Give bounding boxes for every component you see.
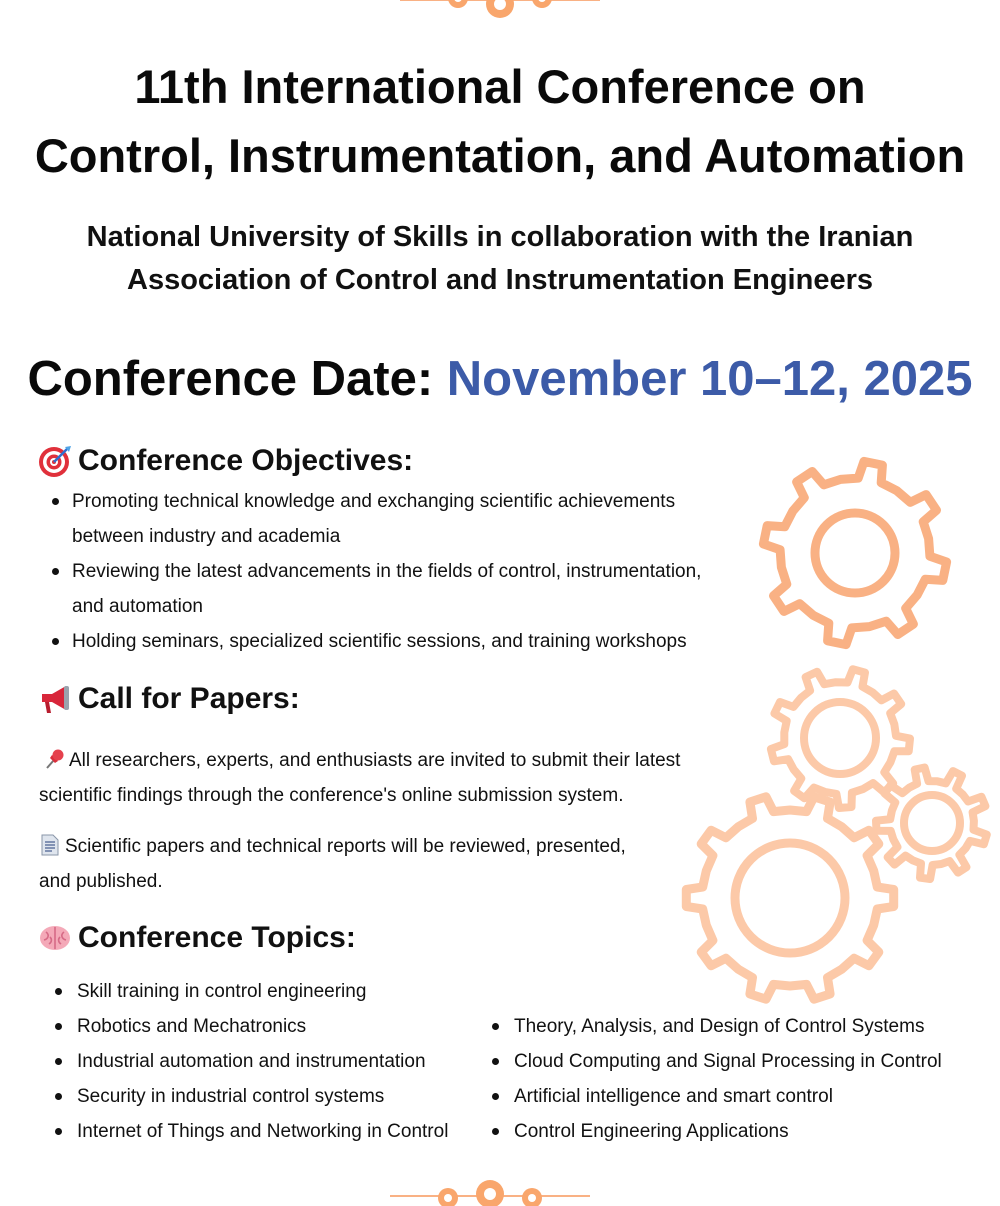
list-item: Cloud Computing and Signal Processing in Control	[489, 1044, 942, 1079]
call-paragraph-2-line-2: and published.	[39, 871, 163, 892]
brain-icon	[38, 921, 72, 955]
document-icon	[39, 834, 61, 856]
list-item: Robotics and Mechatronics	[52, 1009, 448, 1044]
list-item: Theory, Analysis, and Design of Control Systems	[489, 1009, 942, 1044]
subtitle-line-2: Association of Control and Instrumentation Engineers	[127, 264, 873, 296]
gear-large-top-icon	[763, 461, 946, 644]
pushpin-icon	[43, 748, 65, 770]
list-item: Internet of Things and Networking in Control	[52, 1114, 448, 1149]
gears-illustration	[670, 450, 1000, 1020]
objective-1-line-2: between industry and academia	[72, 526, 341, 547]
objective-2-line-1: Reviewing the latest advancements in the fields of control, instrumentation,	[72, 561, 702, 582]
call-for-papers-heading-text: Call for Papers:	[78, 682, 300, 715]
list-item	[48, 484, 738, 554]
organizers-subtitle	[0, 216, 1000, 302]
topics-heading-text: Conference Topics:	[78, 921, 356, 954]
call-paragraph-1-line-2: scientific findings through the conference's online submission system.	[39, 785, 624, 806]
topics-heading	[38, 918, 356, 958]
objective-3-line-1: Holding seminars, specialized scientific sessions, and training workshops	[72, 631, 687, 652]
objectives-heading-text: Conference Objectives:	[78, 444, 414, 477]
title-line-1: 11th International Conference on	[134, 60, 866, 113]
list-item: Skill training in control engineering	[52, 974, 448, 1009]
objective-1-line-1: Promoting technical knowledge and exchanging scientific achievements	[72, 491, 676, 512]
date-value: November 10–12, 2025	[446, 352, 973, 406]
conference-title	[0, 52, 1000, 190]
call-paragraph-1-line-1: All researchers, experts, and enthusiasts are invited to submit their latest	[69, 750, 681, 771]
topics-list-right	[489, 1009, 942, 1149]
target-icon	[38, 444, 72, 478]
call-for-papers-heading	[38, 679, 300, 719]
megaphone-icon	[38, 682, 72, 716]
gears-ornament-top	[400, 0, 600, 26]
gears-ornament-bottom	[390, 1170, 590, 1206]
conference-date	[0, 348, 1000, 410]
call-paragraph-2	[39, 829, 626, 899]
list-item: Artificial intelligence and smart control	[489, 1079, 942, 1114]
list-item: Security in industrial control systems	[52, 1079, 448, 1114]
gear-small-icon	[876, 768, 987, 880]
objective-2-line-2: and automation	[72, 596, 203, 617]
call-paragraph-2-line-1: Scientific papers and technical reports will be reviewed, presented,	[65, 836, 626, 857]
subtitle-line-1: National University of Skills in collaboration with the Iranian	[86, 221, 914, 253]
list-item	[48, 624, 738, 659]
date-label: Conference Date:	[27, 352, 434, 406]
objectives-list	[48, 484, 738, 659]
list-item	[48, 554, 738, 624]
title-line-2: Control, Instrumentation, and Automation	[34, 129, 966, 182]
topics-list-left	[52, 974, 448, 1149]
call-paragraph-1	[39, 743, 680, 813]
objectives-heading	[38, 441, 413, 481]
list-item: Control Engineering Applications	[489, 1114, 942, 1149]
gear-large-bottom-icon	[686, 797, 893, 999]
list-item: Industrial automation and instrumentation	[52, 1044, 448, 1079]
